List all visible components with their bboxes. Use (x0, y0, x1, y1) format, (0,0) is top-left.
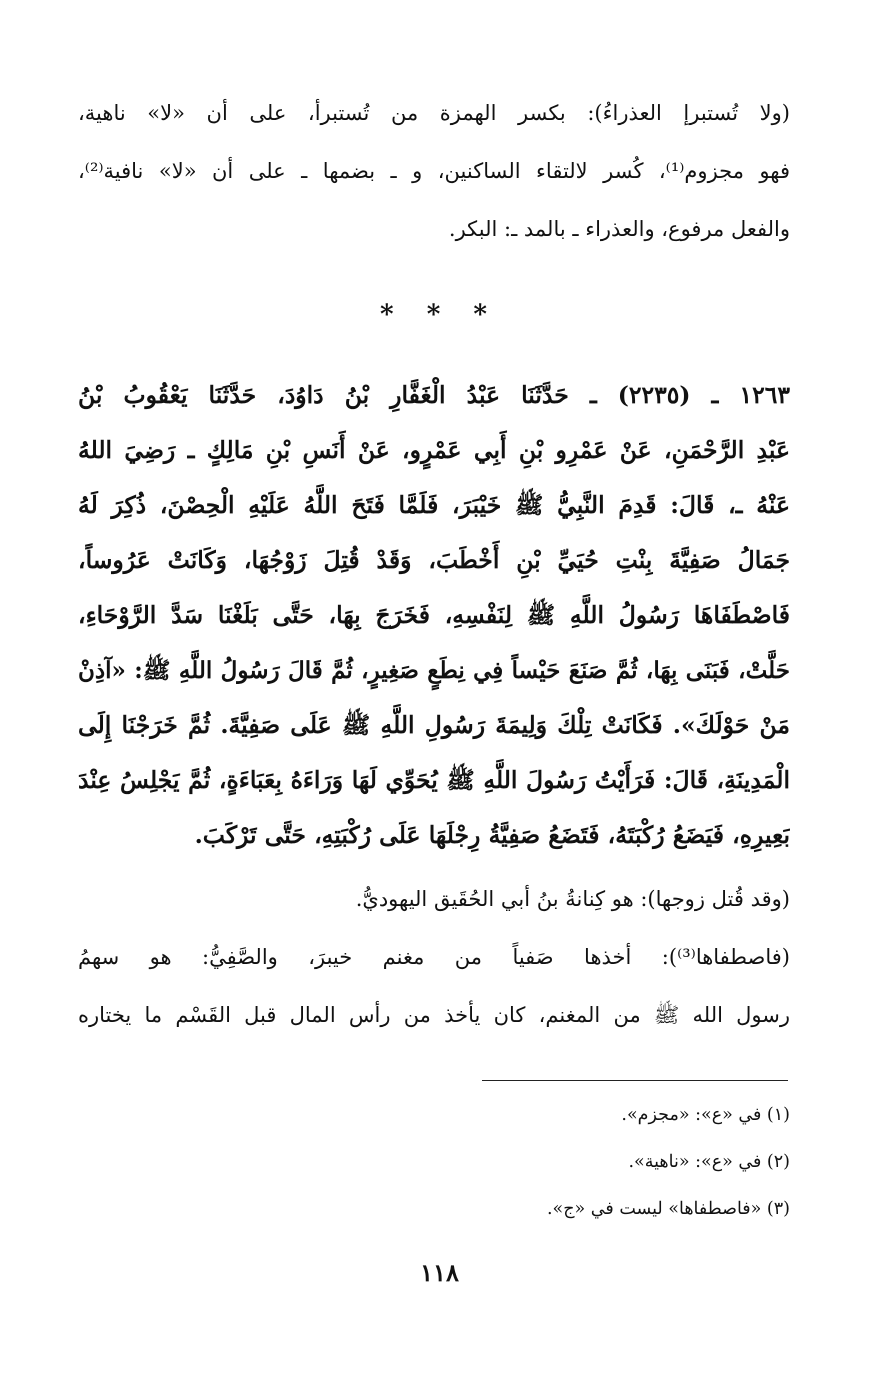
hadith-line: جَمَالُ صَفِيَّةَ بِنْتِ حُيَيِّ بْنِ أَخْطَبَ، وَقَدْ قُتِلَ زَوْجُهَا، وَكَانَتْ عَرُوساً، (78, 546, 790, 574)
commentary-line: فهو مجزوم⁽¹⁾، كُسر لالتقاء الساكنين، و ـ بضمها ـ على أن «لا» نافية⁽²⁾، (78, 159, 790, 183)
top-commentary (78, 84, 790, 258)
hadith-line: حَلَّتْ، فَبَنَى بِهَا، ثُمَّ صَنَعَ حَيْساً فِي نِطَعٍ صَغِيرٍ، ثُمَّ قَالَ رَسُولُ اللَّهِ ﷺ: «آذِنْ (78, 657, 790, 684)
page-number: ١١٨ (420, 1258, 459, 1287)
section-separator: * * * (380, 300, 499, 330)
commentary-line: (وقد قُتل زوجها): هو كِنانةُ بنُ أبي الحُقَيق اليهوديُّ. (355, 887, 790, 911)
hadith-line: فَاصْطَفَاهَا رَسُولُ اللَّهِ ﷺ لِنَفْسِهِ، فَخَرَجَ بِهَا، حَتَّى بَلَغْنَا سَدَّ الرَّوْحَاءِ، (78, 601, 790, 629)
hadith-line: بَعِيرِهِ، فَيَضَعُ رُكْبَتَهُ، فَتَضَعُ صَفِيَّةُ رِجْلَهَا عَلَى رُكْبَتِهِ، حَتَّى تَرْكَبَ. (194, 821, 790, 849)
commentary-line: (فاصطفاها⁽³⁾): أخذها صَفياً من مغنم خيبرَ، والصَّفِيُّ: هو سهمُ (78, 945, 790, 969)
commentary-line: والفعل مرفوع، والعذراء ـ بالمد ـ: البكر. (448, 217, 790, 241)
hadith-line: عَبْدِ الرَّحْمَنِ، عَنْ عَمْرِو بْنِ أَبِي عَمْرٍو، عَنْ أَنَسِ بْنِ مَالِكٍ ـ رَضِيَ اللهُ (78, 436, 790, 464)
commentary-line: (ولا تُستبرإ العذراءُ): بكسر الهمزة من تُستبرأ، على أن «لا» ناهية، (78, 101, 790, 125)
hadith-text (78, 368, 790, 863)
footnote-item: (٣) «فاصطفاها» ليست في «ج». (546, 1199, 790, 1219)
hadith-line: مَنْ حَوْلَكَ». فَكَانَتْ تِلْكَ وَلِيمَةَ رَسُولِ اللَّهِ ﷺ عَلَى صَفِيَّةَ. ثُمَّ خَرَجْنَا إِلَى (78, 711, 790, 739)
footnote-item: (١) في «ع»: «مجزم». (621, 1105, 790, 1125)
footnotes (300, 1092, 790, 1233)
footnote-divider (482, 1080, 788, 1081)
footnote-item: (٢) في «ع»: «ناهية». (628, 1152, 790, 1172)
hadith-line: الْمَدِينَةِ، قَالَ: فَرَأَيْتُ رَسُولَ اللَّهِ ﷺ يُحَوِّي لَهَا وَرَاءَهُ بِعَبَاءَةٍ، ثُمَّ يَجْلِسُ عِنْدَ (78, 766, 790, 794)
commentary-line: رسول الله ﷺ من المغنم، كان يأخذ من رأس المال قبل القَسْم ما يختاره (78, 1003, 790, 1027)
bottom-commentary (78, 870, 790, 1044)
hadith-line: عَنْهُ ـ، قَالَ: قَدِمَ النَّبِيُّ ﷺ خَيْبَرَ، فَلَمَّا فَتَحَ اللَّهُ عَلَيْهِ الْحِصْنَ، ذُكِرَ لَهُ (78, 491, 790, 519)
hadith-line: ١٢٦٣ ـ (٢٢٣٥) ـ حَدَّثَنَا عَبْدُ الْغَفَّارِ بْنُ دَاوُدَ، حَدَّثَنَا يَعْقُوبُ بْنُ (78, 381, 790, 409)
